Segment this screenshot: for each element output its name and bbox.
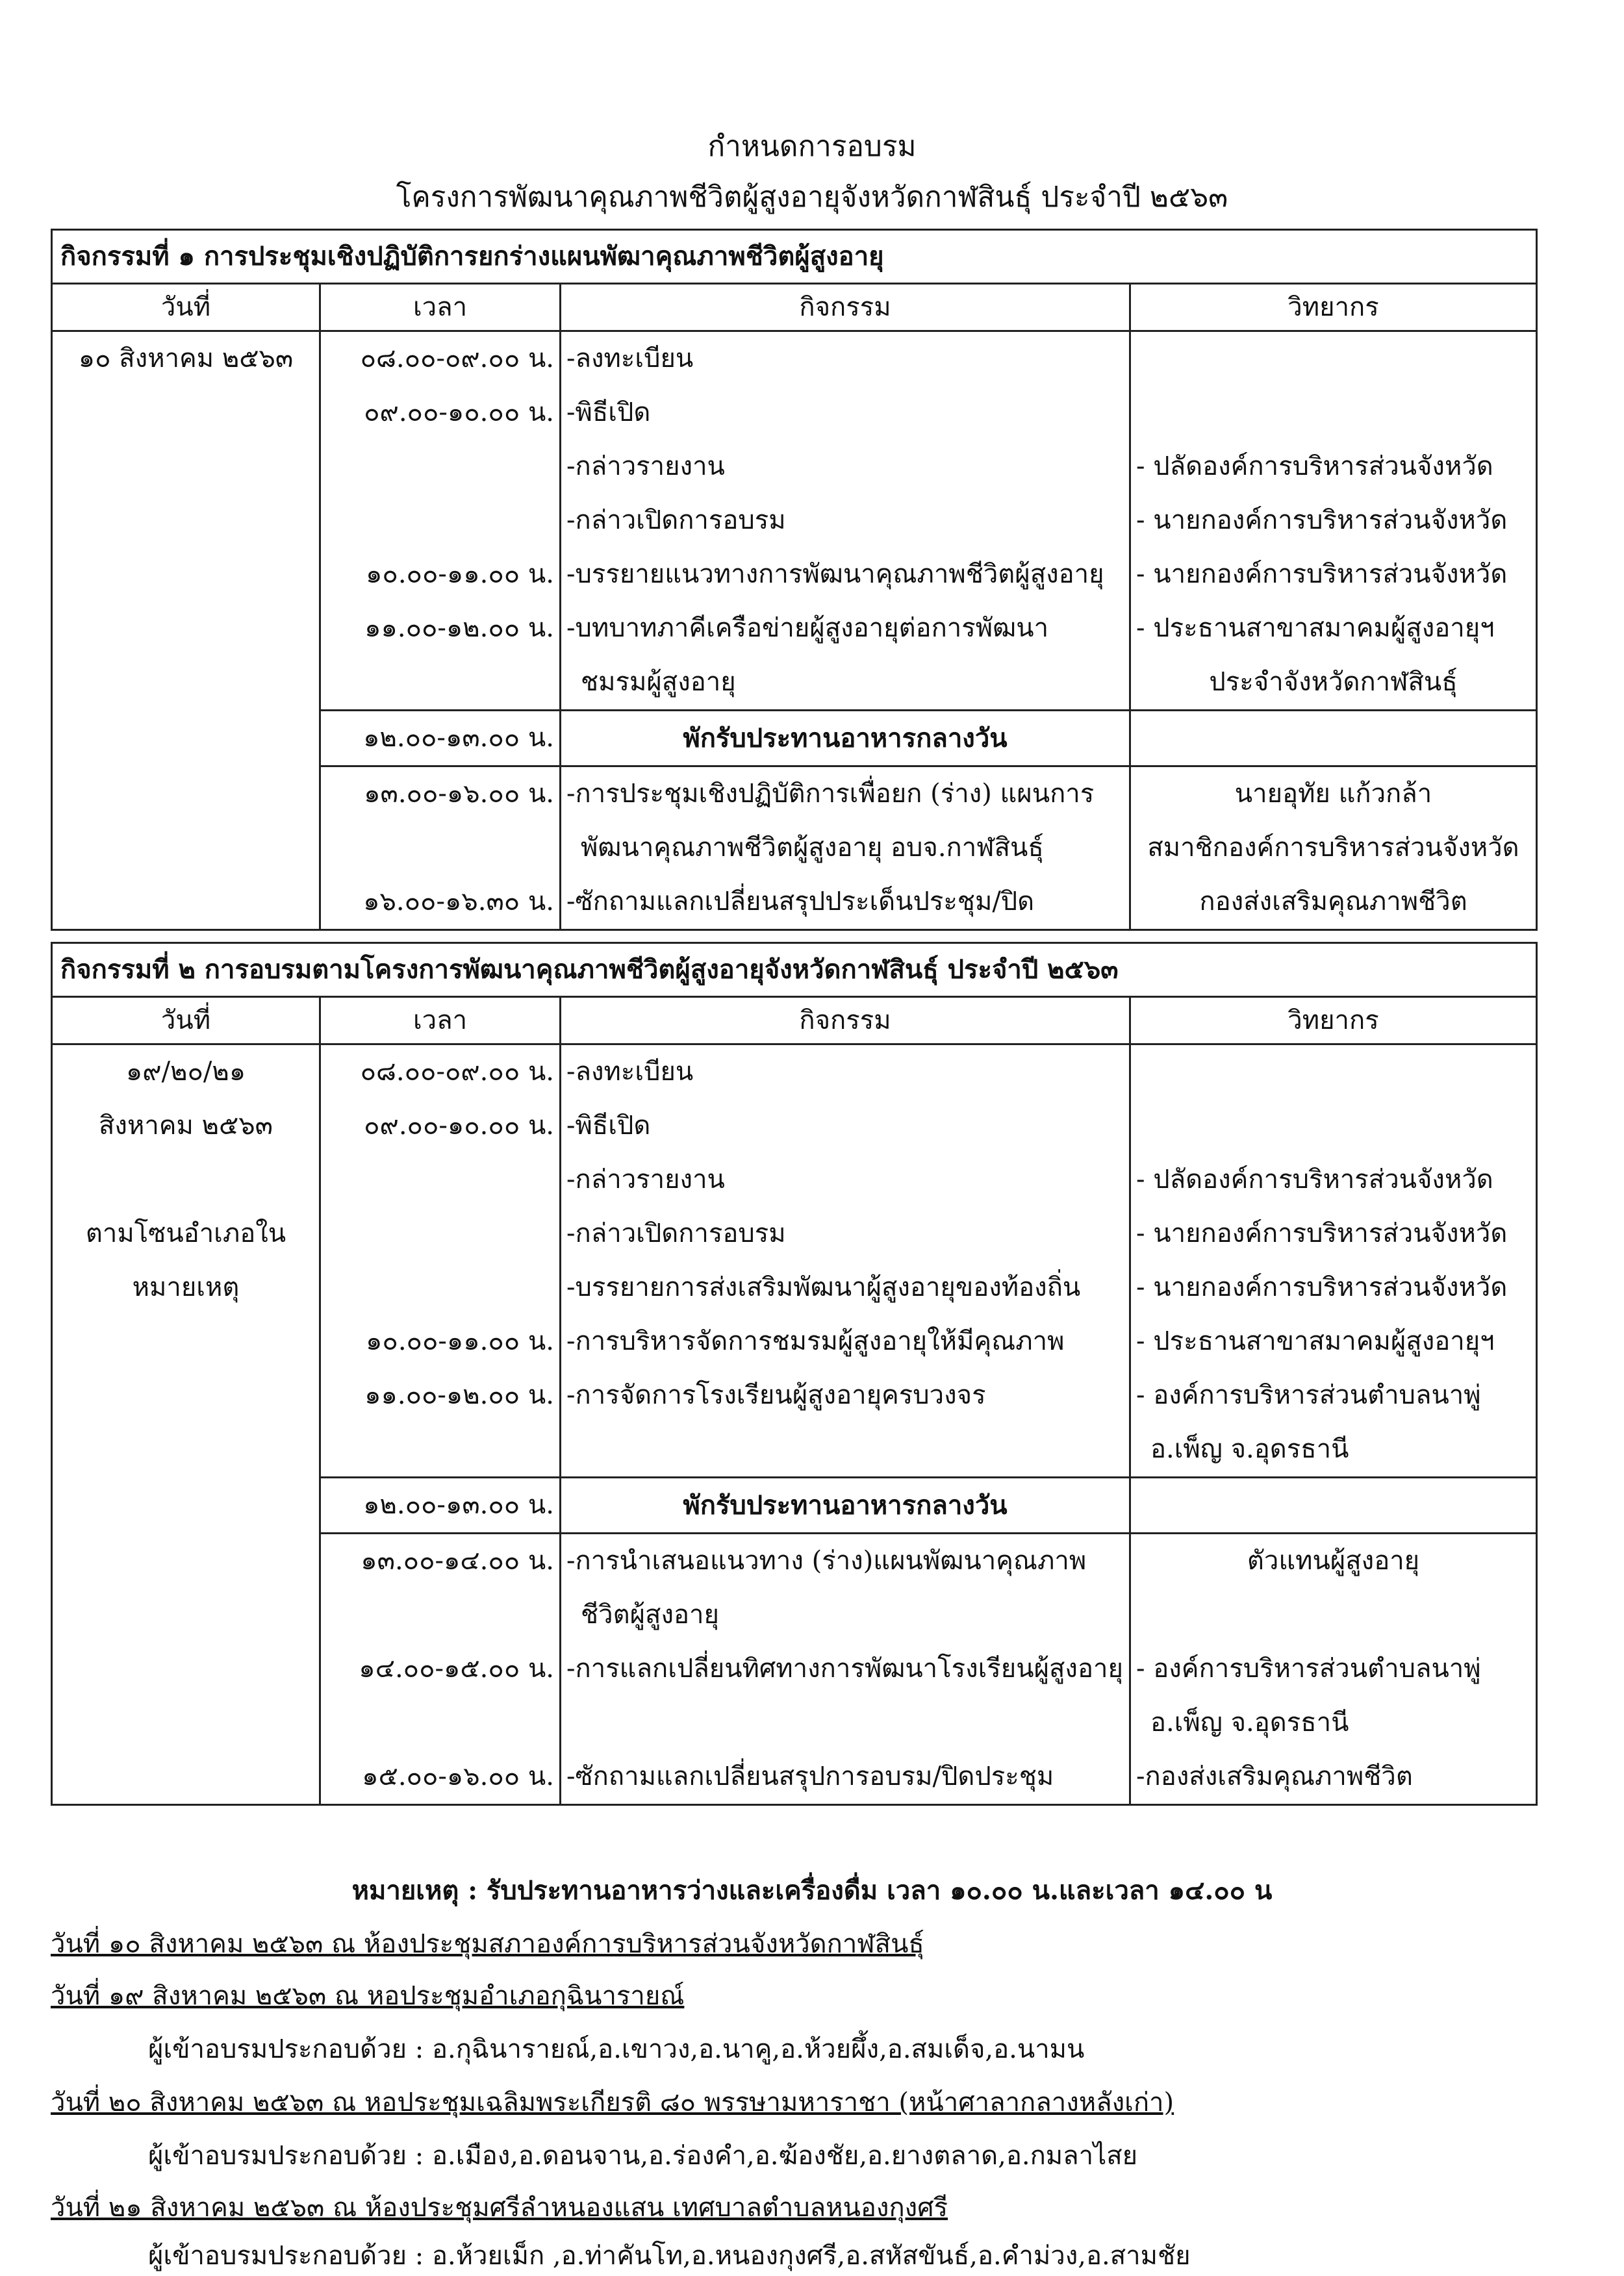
col-speaker-header: วิทยากร	[1130, 997, 1537, 1044]
time-slot: ๑๓.๐๐-๑๖.๐๐ น.	[364, 779, 554, 809]
speaker-item: สมาชิกองค์การบริหารส่วนจังหวัด	[1147, 833, 1519, 863]
activity-item: ชีวิตผู้สูงอายุ	[581, 1600, 719, 1630]
activity-item: -ซักถามแลกเปลี่ยนสรุปการอบรม/ปิดประชุม	[566, 1762, 1054, 1791]
attendees-line: ผู้เข้าอบรมประกอบด้วย : อ.ห้วยเม็ก ,อ.ท่าคันโท,อ.หนองกุงศรี,อ.สหัสขันธ์,อ.คำม่วง,อ.สามชัย	[148, 2241, 1191, 2271]
speaker-item: ตัวแทนผู้สูงอายุ	[1247, 1546, 1420, 1576]
activity1-morning-times	[320, 331, 561, 711]
activity2-dates	[52, 1044, 320, 1805]
activity-item: -การนำเสนอแนวทาง (ร่าง)แผนพัฒนาคุณภาพ	[566, 1546, 1087, 1576]
activity2-lunch: พักรับประทานอาหารกลางวัน	[561, 1478, 1130, 1534]
activity1-lunch: พักรับประทานอาหารกลางวัน	[561, 711, 1130, 766]
speaker-item: - นายกองค์การบริหารส่วนจังหวัด	[1136, 505, 1508, 535]
col-time-header: เวลา	[320, 997, 561, 1044]
speaker-item: - ปลัดองค์การบริหารส่วนจังหวัด	[1136, 1165, 1493, 1195]
document-title: กำหนดการอบรม	[707, 130, 917, 163]
col-speaker-header: วิทยากร	[1130, 284, 1537, 331]
activity2-table	[51, 942, 1538, 1806]
time-slot: ๑๖.๐๐-๑๖.๓๐ น.	[363, 887, 554, 917]
activity-item: -ลงทะเบียน	[566, 344, 694, 373]
activity-item: -พิธีเปิด	[566, 1111, 651, 1141]
speaker-item: - องค์การบริหารส่วนตำบลนาพู่	[1136, 1654, 1481, 1684]
activity-item: -บรรยายการส่งเสริมพัฒนาผู้สูงอายุของท้องถิ่น	[566, 1272, 1081, 1302]
col-activity-header: กิจกรรม	[561, 997, 1130, 1044]
activity1-morning-speakers	[1130, 331, 1537, 711]
venue-line: วันที่ ๒๐ สิงหาคม ๒๕๖๓ ณ หอประชุมเฉลิมพระเกียรติ ๘๐ พรรษามหาราชา (หน้าศาลากลางหลังเก่า)	[51, 2088, 1174, 2118]
activity1-table	[51, 229, 1538, 931]
activity1-heading: กิจกรรมที่ ๑ การประชุมเชิงปฏิบัติการยกร่างแผนพัฒาคุณภาพชีวิตผู้สูงอายุ	[52, 230, 1537, 284]
activity2-afternoon-times	[320, 1534, 561, 1805]
time-slot: ๐๘.๐๐-๐๙.๐๐ น.	[360, 1057, 554, 1087]
activity-item: พัฒนาคุณภาพชีวิตผู้สูงอายุ อบจ.กาฬสินธุ์	[581, 833, 1044, 863]
venue-line: วันที่ ๒๑ สิงหาคม ๒๕๖๓ ณ ห้องประชุมศรีลำหนองแสน เทศบาลตำบลหนองกุงศรี	[51, 2193, 948, 2223]
date-line: ๑๙/๒๐/๒๑	[125, 1057, 246, 1087]
time-slot: ๑๕.๐๐-๑๖.๐๐ น.	[362, 1762, 554, 1791]
time-slot: ๐๙.๐๐-๑๐.๐๐ น.	[364, 1111, 554, 1141]
speaker-item: อ.เพ็ญ จ.อุดรธานี	[1150, 1434, 1349, 1464]
activity2-morning-speakers	[1130, 1044, 1537, 1478]
col-activity-header: กิจกรรม	[561, 284, 1130, 331]
activity-item: -การบริหารจัดการชมรมผู้สูงอายุให้มีคุณภาพ	[566, 1326, 1065, 1356]
activity1-afternoon-times	[320, 766, 561, 930]
col-date-header: วันที่	[52, 284, 320, 331]
attendees-line: ผู้เข้าอบรมประกอบด้วย : อ.กุฉินารายณ์,อ.เขาวง,อ.นาคู,อ.ห้วยผึ้ง,อ.สมเด็จ,อ.นามน	[148, 2034, 1085, 2064]
time-slot: ๑๑.๐๐-๑๒.๐๐ น.	[364, 1380, 554, 1410]
activity-item: -การประชุมเชิงปฏิบัติการเพื่อยก (ร่าง) แผนการ	[566, 779, 1095, 809]
col-date-header: วันที่	[52, 997, 320, 1044]
activity-item: -พิธีเปิด	[566, 398, 651, 427]
activity-item: -บรรยายแนวทางการพัฒนาคุณภาพชีวิตผู้สูงอายุ	[566, 559, 1104, 589]
speaker-item: ประจำจังหวัดกาฬสินธุ์	[1209, 667, 1458, 697]
activity1-afternoon-speakers	[1130, 766, 1537, 930]
col-time-header: เวลา	[320, 284, 561, 331]
activity2-heading: กิจกรรมที่ ๒ การอบรมตามโครงการพัฒนาคุณภาพชีวิตผู้สูงอายุจังหวัดกาฬสินธุ์ ประจำปี ๒๕๖๓	[52, 943, 1537, 997]
speaker-item: - นายกองค์การบริหารส่วนจังหวัด	[1136, 1219, 1508, 1248]
activity1-lunch-speaker	[1130, 711, 1537, 766]
date-line: สิงหาคม ๒๕๖๓	[99, 1111, 273, 1141]
speaker-item: - นายกองค์การบริหารส่วนจังหวัด	[1136, 559, 1508, 589]
activity2-afternoon-speakers	[1130, 1534, 1537, 1805]
date-line: ตามโซนอำเภอใน	[85, 1219, 286, 1248]
activity1-lunch-time: ๑๒.๐๐-๑๓.๐๐ น.	[320, 711, 561, 766]
time-slot: ๑๐.๐๐-๑๑.๐๐ น.	[366, 559, 554, 589]
activity-item: -กล่าวรายงาน	[566, 1165, 725, 1195]
time-slot: ๑๐.๐๐-๑๑.๐๐ น.	[366, 1326, 554, 1356]
activity-item: -ซักถามแลกเปลี่ยนสรุปประเด็นประชุม/ปิด	[566, 887, 1035, 917]
speaker-item: กองส่งเสริมคุณภาพชีวิต	[1199, 887, 1467, 917]
activity-item: -ลงทะเบียน	[566, 1057, 694, 1087]
activity1-morning-activities	[561, 331, 1130, 711]
speaker-item: อ.เพ็ญ จ.อุดรธานี	[1150, 1708, 1349, 1738]
activity2-afternoon-activities	[561, 1534, 1130, 1805]
time-slot: ๐๘.๐๐-๐๙.๐๐ น.	[360, 344, 554, 373]
activity-item: ชมรมผู้สูงอายุ	[581, 667, 736, 697]
activity1-afternoon-activities	[561, 766, 1130, 930]
activity-item: -บทบาทภาคีเครือข่ายผู้สูงอายุต่อการพัฒนา	[566, 613, 1049, 643]
activity1-date: ๑๐ สิงหาคม ๒๕๖๓	[52, 331, 320, 930]
speaker-item: นายอุทัย แก้วกล้า	[1234, 779, 1432, 809]
activity-item: -การจัดการโรงเรียนผู้สูงอายุครบวงจร	[566, 1380, 986, 1410]
venue-line: วันที่ ๑๙ สิงหาคม ๒๕๖๓ ณ หอประชุมอำเภอกุฉินารายณ์	[51, 1981, 685, 2011]
time-slot: ๑๔.๐๐-๑๕.๐๐ น.	[359, 1654, 554, 1684]
footnote: หมายเหตุ : รับประทานอาหารว่างและเครื่องดื่ม เวลา ๑๐.๐๐ น.และเวลา ๑๔.๐๐ น	[351, 1875, 1273, 1906]
activity-item: -การแลกเปลี่ยนทิศทางการพัฒนาโรงเรียนผู้สูงอายุ	[566, 1654, 1123, 1684]
activity2-lunch-speaker	[1130, 1478, 1537, 1534]
time-slot: ๑๑.๐๐-๑๒.๐๐ น.	[364, 613, 554, 643]
speaker-item: -กองส่งเสริมคุณภาพชีวิต	[1136, 1762, 1413, 1791]
time-slot: ๐๙.๐๐-๑๐.๐๐ น.	[364, 398, 554, 427]
document-subtitle: โครงการพัฒนาคุณภาพชีวิตผู้สูงอายุจังหวัดกาฬสินธุ์ ประจำปี ๒๕๖๓	[396, 181, 1228, 214]
speaker-item: - ปลัดองค์การบริหารส่วนจังหวัด	[1136, 451, 1493, 481]
speaker-item: - ประธานสาขาสมาคมผู้สูงอายุฯ	[1136, 1326, 1495, 1356]
attendees-line: ผู้เข้าอบรมประกอบด้วย : อ.เมือง,อ.ดอนจาน,อ.ร่องคำ,อ.ฆ้องชัย,อ.ยางตลาด,อ.กมลาไสย	[148, 2141, 1138, 2171]
speaker-item: - ประธานสาขาสมาคมผู้สูงอายุฯ	[1136, 613, 1495, 643]
activity2-lunch-time: ๑๒.๐๐-๑๓.๐๐ น.	[320, 1478, 561, 1534]
activity2-morning-activities	[561, 1044, 1130, 1478]
speaker-item: - นายกองค์การบริหารส่วนจังหวัด	[1136, 1272, 1508, 1302]
date-line: หมายเหตุ	[132, 1272, 240, 1302]
venue-line: วันที่ ๑๐ สิงหาคม ๒๕๖๓ ณ ห้องประชุมสภาองค์การบริหารส่วนจังหวัดกาฬสินธุ์	[51, 1929, 924, 1959]
time-slot: ๑๓.๐๐-๑๔.๐๐ น.	[361, 1546, 554, 1576]
activity-item: -กล่าวรายงาน	[566, 451, 725, 481]
activity2-morning-times	[320, 1044, 561, 1478]
activity-item: -กล่าวเปิดการอบรม	[566, 1219, 786, 1248]
activity-item: -กล่าวเปิดการอบรม	[566, 505, 786, 535]
speaker-item: - องค์การบริหารส่วนตำบลนาพู่	[1136, 1380, 1481, 1410]
